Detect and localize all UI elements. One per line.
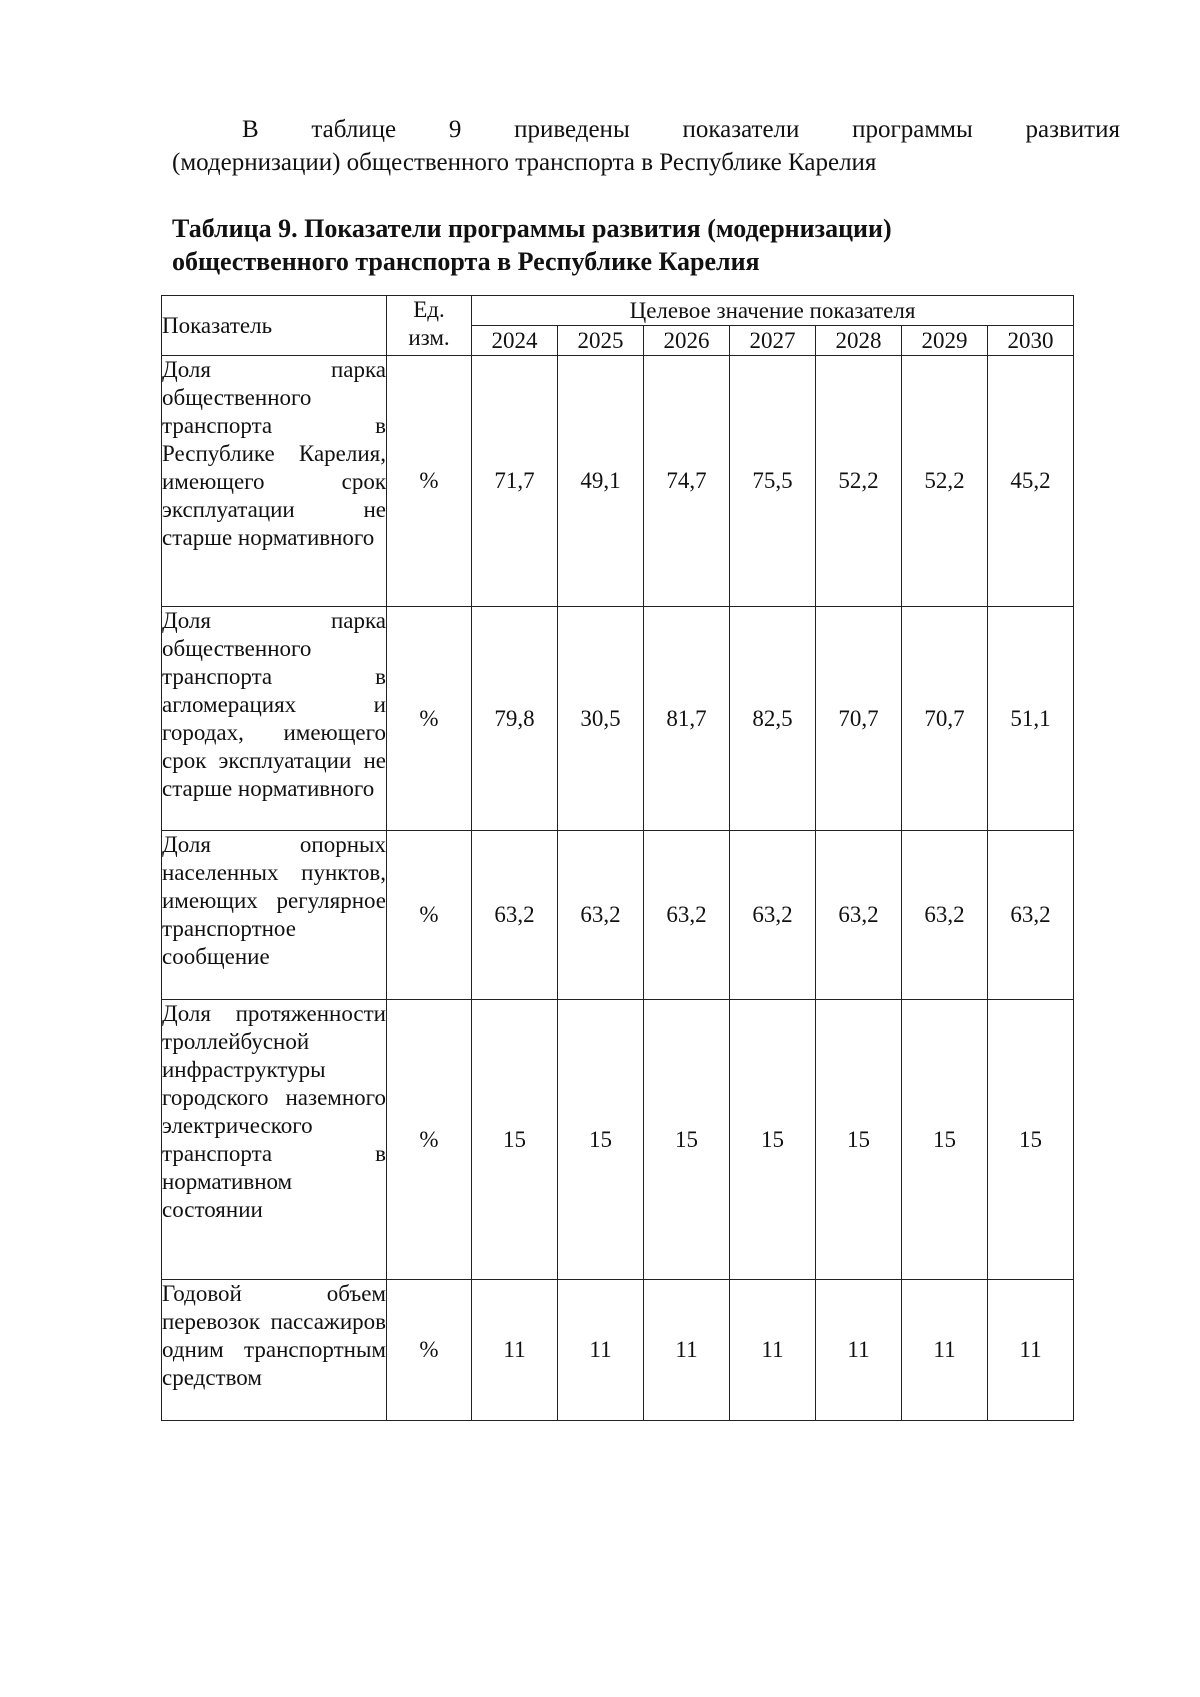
value-cell: 11 <box>730 1280 816 1421</box>
table-caption-line-2: общественного транспорта в Республике Карелия <box>172 247 760 276</box>
intro-line-1 <box>172 113 1120 146</box>
indicators-table <box>161 295 1074 1421</box>
value-cell: 70,7 <box>902 607 988 831</box>
header-target-value: Целевое значение показателя <box>472 296 1074 326</box>
table-caption <box>172 212 1072 278</box>
table-row <box>162 1000 1074 1280</box>
indicator-cell: Годовой объем перевозок пассажиров одним транспортным средством <box>162 1280 387 1421</box>
value-cell: 51,1 <box>988 607 1074 831</box>
header-year: 2029 <box>902 326 988 356</box>
header-year: 2030 <box>988 326 1074 356</box>
value-cell: 15 <box>472 1000 558 1280</box>
table-row <box>162 831 1074 1000</box>
unit-cell: % <box>387 356 472 607</box>
value-cell: 63,2 <box>472 831 558 1000</box>
header-year: 2025 <box>558 326 644 356</box>
value-cell: 74,7 <box>644 356 730 607</box>
intro-word: 9 <box>448 116 462 143</box>
value-cell: 71,7 <box>472 356 558 607</box>
value-cell: 45,2 <box>988 356 1074 607</box>
indicator-cell: Доля опорных населенных пунктов, имеющих регулярное транспортное сообщение <box>162 831 387 1000</box>
value-cell: 81,7 <box>644 607 730 831</box>
value-cell: 15 <box>902 1000 988 1280</box>
header-indicator: Показатель <box>162 296 387 356</box>
value-cell: 75,5 <box>730 356 816 607</box>
value-cell: 52,2 <box>902 356 988 607</box>
value-cell: 63,2 <box>558 831 644 1000</box>
value-cell: 15 <box>644 1000 730 1280</box>
value-cell: 11 <box>644 1280 730 1421</box>
indicator-cell: Доля парка общественного транспорта в агломерациях и городах, имеющего срок эксплуатации не старше нормативного <box>162 607 387 831</box>
intro-word: таблице <box>311 116 397 143</box>
value-cell: 11 <box>988 1280 1074 1421</box>
header-unit-line-1: Ед. <box>413 297 445 322</box>
table-caption-line-1: Таблица 9. Показатели программы развития (модернизации) <box>172 214 892 243</box>
value-cell: 15 <box>730 1000 816 1280</box>
table-row <box>162 356 1074 607</box>
value-cell: 15 <box>558 1000 644 1280</box>
value-cell: 15 <box>816 1000 902 1280</box>
value-cell: 79,8 <box>472 607 558 831</box>
unit-cell: % <box>387 1280 472 1421</box>
value-cell: 63,2 <box>902 831 988 1000</box>
intro-word: развития <box>1025 116 1120 143</box>
value-cell: 11 <box>902 1280 988 1421</box>
value-cell: 30,5 <box>558 607 644 831</box>
intro-paragraph <box>172 113 1120 179</box>
intro-word: показатели <box>682 116 800 143</box>
value-cell: 70,7 <box>816 607 902 831</box>
header-year: 2027 <box>730 326 816 356</box>
header-year: 2024 <box>472 326 558 356</box>
header-unit-line-2: изм. <box>408 325 450 350</box>
intro-line-2: (модернизации) общественного транспорта в Республике Карелия <box>172 149 877 176</box>
value-cell: 11 <box>472 1280 558 1421</box>
indicator-cell: Доля протяженности троллейбусной инфраструктуры городского наземного электрического транспорта в нормативном состоянии <box>162 1000 387 1280</box>
value-cell: 63,2 <box>816 831 902 1000</box>
value-cell: 63,2 <box>644 831 730 1000</box>
value-cell: 11 <box>558 1280 644 1421</box>
unit-cell: % <box>387 1000 472 1280</box>
unit-cell: % <box>387 607 472 831</box>
value-cell: 15 <box>988 1000 1074 1280</box>
intro-word: программы <box>852 116 973 143</box>
value-cell: 82,5 <box>730 607 816 831</box>
table-row <box>162 1280 1074 1421</box>
table-row <box>162 607 1074 831</box>
intro-word: приведены <box>514 116 630 143</box>
intro-word: В <box>242 116 259 143</box>
value-cell: 11 <box>816 1280 902 1421</box>
value-cell: 63,2 <box>730 831 816 1000</box>
header-unit <box>387 296 472 356</box>
value-cell: 52,2 <box>816 356 902 607</box>
unit-cell: % <box>387 831 472 1000</box>
value-cell: 49,1 <box>558 356 644 607</box>
indicator-cell: Доля парка общественного транспорта в Республике Карелия, имеющего срок эксплуатации не старше нормативного <box>162 356 387 607</box>
header-year: 2026 <box>644 326 730 356</box>
header-year: 2028 <box>816 326 902 356</box>
value-cell: 63,2 <box>988 831 1074 1000</box>
